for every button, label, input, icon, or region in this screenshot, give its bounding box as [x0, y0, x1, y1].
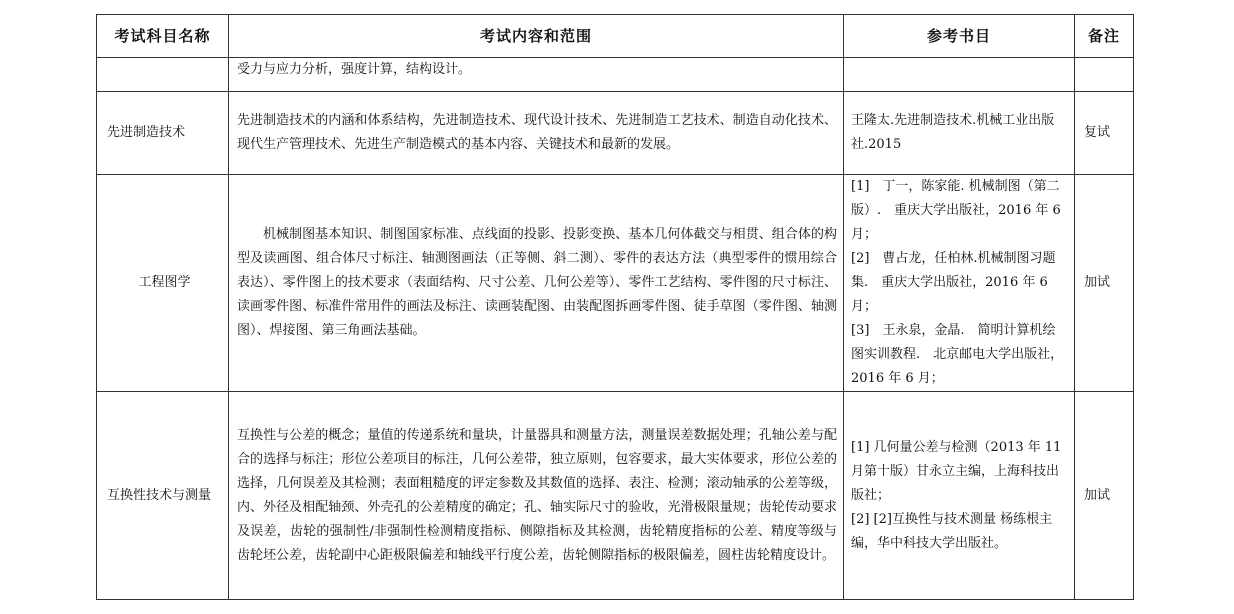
- subject-cell: 互换性技术与测量: [97, 392, 229, 600]
- reference-entry: [1] 几何量公差与检测（2013 年 11 月第十版）甘永立主编，上海科技出版社；: [851, 439, 1062, 503]
- subject-cell: [97, 58, 229, 92]
- note-cell: 加试: [1075, 175, 1134, 392]
- content-text: 先进制造技术的内涵和体系结构，先进制造技术、现代设计技术、先进制造工艺技术、制造自动化技术、现代生产管理技术、先进生产制造模式的基本内容、关键技术和最新的发展。: [237, 113, 837, 152]
- table-header-row: [97, 15, 1134, 58]
- header-references: 参考书目: [844, 15, 1075, 58]
- table-row: [97, 175, 1134, 392]
- note-cell: 加试: [1075, 392, 1134, 600]
- references-cell: [844, 392, 1075, 600]
- header-note: 备注: [1075, 15, 1134, 58]
- exam-syllabus-table: [96, 14, 1134, 600]
- header-subject: 考试科目名称: [97, 15, 229, 58]
- table-row: [97, 92, 1134, 175]
- references-cell: [844, 58, 1075, 92]
- reference-entry: [3] 王永泉，金晶. 简明计算机绘图实训教程. 北京邮电大学出版社，2016 年 6 月；: [851, 323, 1064, 386]
- reference-entry: [2] [2]互换性与技术测量 杨练根主编，华中科技大学出版社。: [851, 511, 1053, 551]
- content-text: 机械制图基本知识、制图国家标准、点线面的投影、投影变换、基本几何体截交与相贯、组合体的构型及读画图、组合体尺寸标注、轴测图画法（正等侧、斜二测）、零件的表达方法（典型零件的惯用综合表达）、零件图上的技术要求（表面结构、尺寸公差、几何公差等）、零件工艺结构、零件图的尺寸标注、读画零件图、标准件常用件的画法及标注、读画装配图、由装配图拆画零件图、徒手草图（零件图、轴测图）、焊接图、第三角画法基础。: [237, 227, 837, 338]
- note-cell: 复试: [1075, 92, 1134, 175]
- header-content: 考试内容和范围: [229, 15, 844, 58]
- content-text: 互换性与公差的概念；量值的传递系统和量块，计量器具和测量方法，测量误差数据处理；孔轴公差与配合的选择与标注；形位公差项目的标注，几何公差带，独立原则，包容要求，最大实体要求，形位公差的选择，几何误差及其检测；表面粗糙度的评定参数及其数值的选择、表注、检测；滚动轴承的公差等级，内、外径及相配轴颈、外壳孔的公差精度的确定；孔、轴实际尺寸的验收，光滑极限量规；齿轮传动要求及误差，齿轮的强制性/非强制性检测精度指标、侧隙指标及其检测，齿轮精度指标的公差、精度等级与齿轮坯公差，齿轮副中心距极限偏差和轴线平行度公差，齿轮侧隙指标的极限偏差，圆柱齿轮精度设计。: [237, 427, 837, 563]
- content-cell: [229, 392, 844, 600]
- reference-entry: 王隆太.先进制造技术.机械工业出版社.2015: [851, 113, 1055, 152]
- references-cell: [844, 175, 1075, 392]
- reference-entry: [1] 丁一，陈家能. 机械制图（第二版）. 重庆大学出版社，2016 年 6 月；: [851, 179, 1061, 242]
- references-cell: [844, 92, 1075, 175]
- subject-cell: 工程图学: [97, 175, 229, 392]
- content-cell: [229, 58, 844, 92]
- table-row: [97, 392, 1134, 600]
- table-row: [97, 58, 1134, 92]
- subject-cell: 先进制造技术: [97, 92, 229, 175]
- reference-entry: [2] 曹占龙，任柏林.机械制图习题集. 重庆大学出版社，2016 年 6 月；: [851, 251, 1056, 314]
- content-cell: [229, 92, 844, 175]
- note-cell: [1075, 58, 1134, 92]
- content-text: 受力与应力分析，强度计算，结构设计。: [237, 62, 472, 77]
- content-cell: [229, 175, 844, 392]
